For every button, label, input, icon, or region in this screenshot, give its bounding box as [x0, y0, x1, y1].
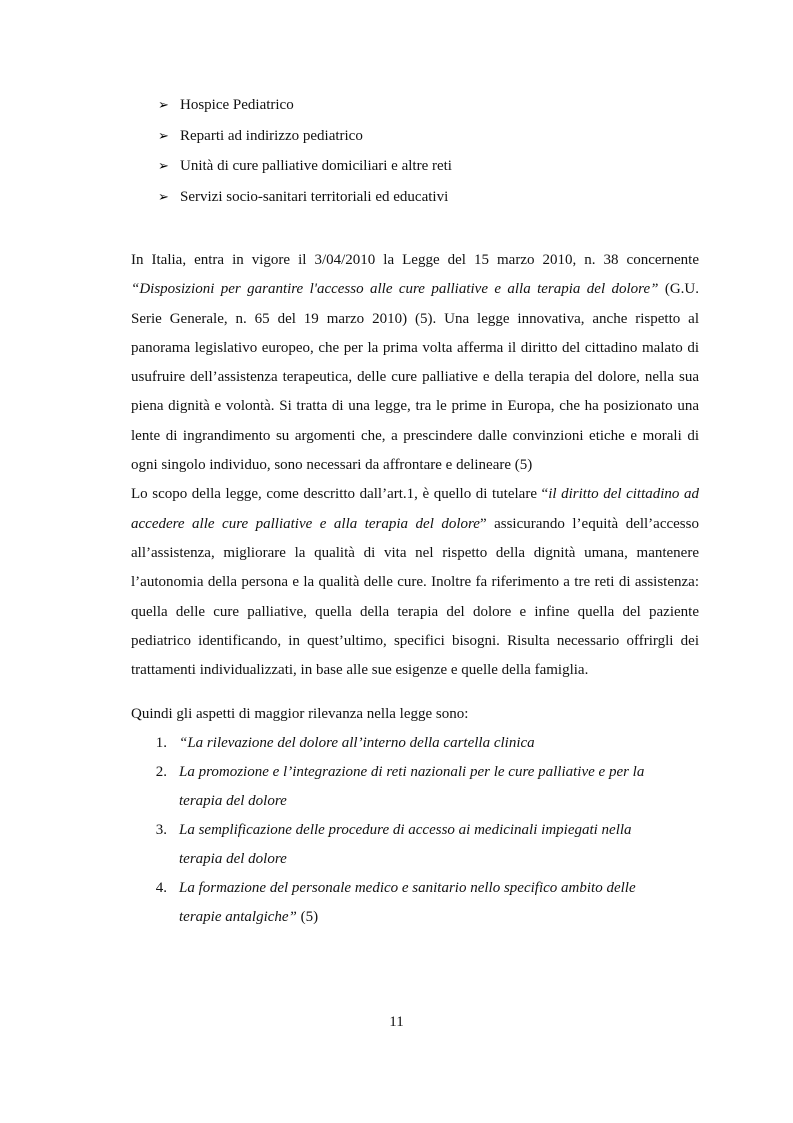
arrow-bullet-icon: ➢ [158, 97, 169, 112]
arrow-bullet-icon: ➢ [158, 158, 169, 173]
arrow-bullet-icon: ➢ [158, 127, 169, 143]
list-item: 4. La formazione del personale medico e sanitario nello specifico ambito delle terapie antalgiche” (5) [155, 880, 636, 925]
numbered-list [131, 729, 699, 932]
bullet-list [158, 94, 718, 216]
arrow-bullet-icon: ➢ [158, 188, 169, 204]
body-text [131, 246, 699, 685]
page-number: 11 [389, 1014, 404, 1030]
list-item: ➢ Unità di cure palliative domiciliari e altre reti [158, 155, 718, 186]
paragraph-law-intro: In Italia, entra in vigore il 3/04/2010 la Legge del 15 marzo 2010, n. 38 concernente “Disposizioni per garantire l'accesso alle cure palliative e alla terapia del dolore” (G.U. Serie Generale, n. 65 del 19 marzo 2010) (5). Una legge innovativa, anche rispetto al panorama legislativo europeo, che per la prima volta afferma il diritto del cittadino malato di usufruire dell’assistenza terapeutica, delle cure palliative e della terapia del dolore, nella sua piena dignità e volontà. Si tratta di una legge, tra le prime in Europa, che ha posizionato una lente di ingrandimento su argomenti che, a prescindere dalle convinzioni etiche e morali di ogni singolo individuo, sono necessari da affrontare e delineare (5) [131, 252, 699, 474]
list-item: 2. La promozione e l’integrazione di reti nazionali per le cure palliative e per la terapia del dolore [155, 764, 645, 809]
list-item: 3. La semplificazione delle procedure di accesso ai medicinali impiegati nella terapia del dolore [155, 822, 632, 867]
list-item: ➢ Reparti ad indirizzo pediatrico [158, 125, 718, 156]
list-intro: Quindi gli aspetti di maggior rilevanza nella legge sono: [131, 706, 469, 722]
paragraph-law-purpose: Lo scopo della legge, come descritto dall’art.1, è quello di tutelare “il diritto del cittadino ad accedere alle cure palliative e alla terapia del dolore” assicurando l’equità dell’accesso all’assistenza, migliorare la qualità di vita nel rispetto della dignità umana, mantenere l’autonomia della persona e la qualità delle cure. Inoltre fa riferimento a tre reti di assistenza: quella delle cure palliative, quella della terapia del dolore e infine quella del paziente pediatrico identificando, in quest’ultimo, specifici bisogni. Risulta necessario offrirgli dei trattamenti individualizzati, in base alle sue esigenze e quelle della famiglia. [131, 486, 699, 679]
list-item: ➢ Hospice Pediatrico [158, 94, 718, 125]
list-item: ➢ Servizi socio-sanitari territoriali ed educativi [158, 186, 718, 217]
list-item: 1. “La rilevazione del dolore all’interno della cartella clinica [155, 735, 535, 751]
